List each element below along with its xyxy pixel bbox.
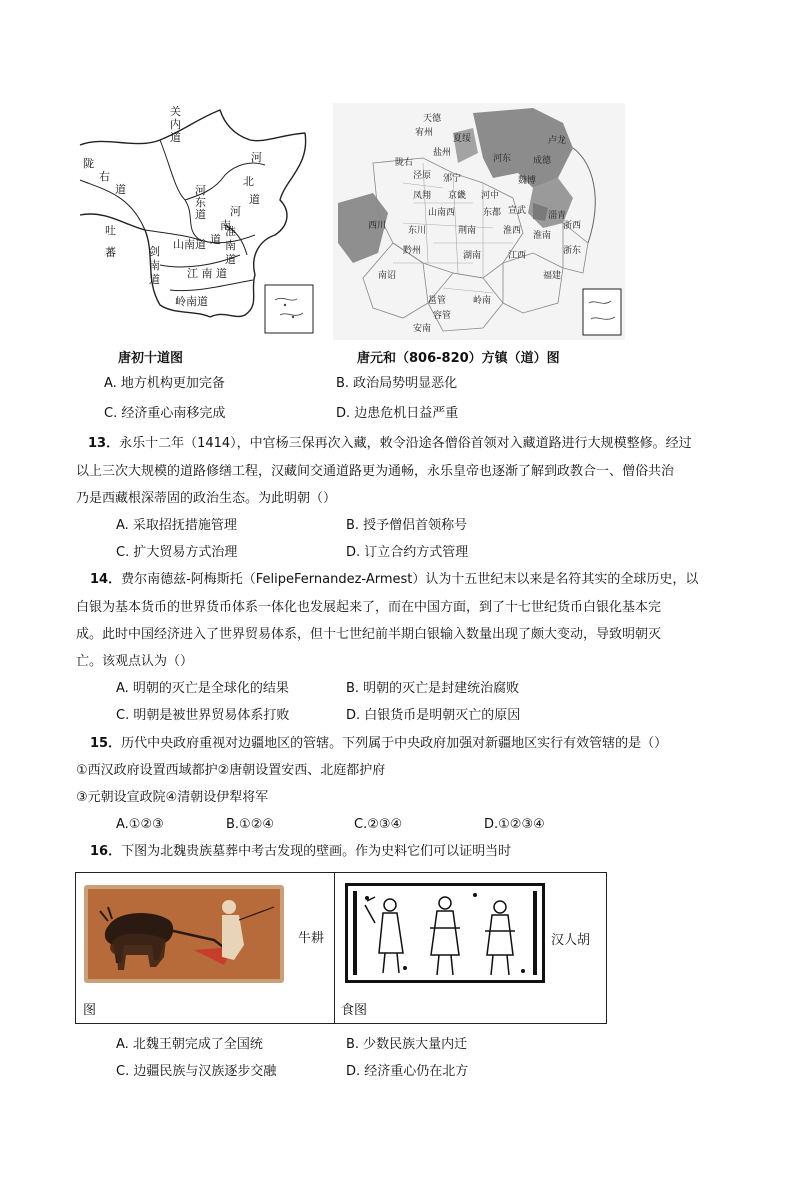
q14-option-c[interactable]: C. 明朝是被世界贸易体系打败 — [116, 708, 290, 723]
mural-plowing-tag: 牛耕 — [298, 931, 325, 946]
q15-option-a[interactable]: A.①②③ — [116, 817, 164, 832]
map-tang-ten-circuits — [75, 105, 320, 340]
svg-text:西川: 西川 — [368, 221, 387, 231]
label-shannan: 山南道 — [173, 238, 206, 251]
svg-text:卢龙: 卢龙 — [548, 136, 567, 146]
svg-text:浙西: 浙西 — [563, 221, 582, 231]
label-jiangnan: 江 南 道 — [187, 267, 227, 280]
q15-option-b[interactable]: B.①②④ — [226, 817, 275, 832]
label-tubo: 吐 蕃 — [105, 224, 116, 259]
q12-option-d[interactable]: D. 边患危机日益严重 — [336, 406, 459, 421]
svg-text:福建: 福建 — [543, 271, 562, 281]
svg-text:邕管: 邕管 — [428, 296, 447, 306]
q16-number: 16． — [90, 844, 122, 859]
q14-line-1-text: 费尔南德兹-阿梅斯托（FelipeFernandez-Armest）认为十五世纪末以来是名符其实的全球历史，以 — [121, 572, 699, 587]
q16-option-a[interactable]: A. 北魏王朝完成了全国统 — [116, 1037, 263, 1052]
label-hedong: 河 东 道 — [195, 184, 206, 221]
svg-text:魏博: 魏博 — [518, 176, 537, 186]
label-hebei: 河 北 道 — [243, 151, 262, 206]
svg-text:宣武: 宣武 — [508, 206, 527, 216]
map-tang-yuanhe-fanzhen-svg — [333, 103, 625, 340]
svg-text:浙东: 浙东 — [563, 246, 582, 256]
q12-option-a[interactable]: A. 地方机构更加完备 — [104, 376, 225, 391]
label-jiannan: 剑 南 道 — [149, 245, 160, 286]
svg-text:南诏: 南诏 — [378, 271, 397, 281]
svg-text:山南西: 山南西 — [428, 208, 456, 218]
q14-number: 14． — [90, 572, 122, 587]
q16-option-b[interactable]: B. 少数民族大量内迁 — [346, 1037, 468, 1052]
q13-option-d[interactable]: D. 订立合约方式管理 — [346, 545, 469, 560]
q13-stem-line-1 — [88, 435, 692, 453]
label-guannei: 关 内 道 — [170, 105, 181, 144]
svg-text:盐州: 盐州 — [433, 148, 452, 158]
q14-option-a[interactable]: A. 明朝的灭亡是全球化的结果 — [116, 681, 289, 696]
q13-option-b[interactable]: B. 授予僧侣首领称号 — [346, 518, 468, 533]
q13-number: 13． — [88, 436, 120, 451]
svg-text:陇右: 陇右 — [395, 158, 414, 168]
q15-option-c[interactable]: C.②③④ — [354, 817, 403, 832]
q15-stem-text: 历代中央政府重视对边疆地区的管辖。下列属于中央政府加强对新疆地区实行有效管辖的是（） — [121, 736, 668, 751]
label-huainan: 淮 南 道 — [225, 225, 236, 266]
svg-text:成德: 成德 — [533, 156, 552, 166]
svg-text:安南: 安南 — [413, 324, 432, 334]
map-tang-yuanhe-fanzhen — [333, 103, 625, 340]
q15-items-line-1: ①西汉政府设置西域都护②唐朝设置安西、北庭都护府 — [76, 763, 386, 778]
label-longyou: 陇 右 道 — [83, 157, 126, 196]
q15-stem — [90, 735, 667, 753]
q15-number: 15． — [90, 736, 122, 751]
mural-plowing-caption: 图 — [83, 1003, 97, 1018]
svg-text:河中: 河中 — [481, 191, 500, 201]
svg-text:东都: 东都 — [483, 208, 502, 218]
mural-cell-banquet — [335, 873, 606, 1023]
left-map-caption: 唐初十道图 — [118, 351, 184, 366]
svg-text:泾原: 泾原 — [413, 171, 432, 181]
label-henan: 河 南 道 — [210, 205, 241, 246]
mural-banquet-caption: 食图 — [341, 1003, 368, 1018]
q13-option-a[interactable]: A. 采取招抚措施管理 — [116, 518, 237, 533]
mural-banquet-image — [345, 883, 545, 983]
svg-text:荆南: 荆南 — [458, 226, 477, 236]
q16-option-d[interactable]: D. 经济重心仍在北方 — [346, 1064, 469, 1079]
svg-text:容管: 容管 — [433, 311, 452, 321]
mural-plowing-image — [84, 885, 284, 983]
mural-banquet-tag: 汉人胡 — [551, 933, 591, 948]
mural-plowing-svg — [84, 885, 284, 983]
mural-table — [75, 872, 607, 1024]
q14-stem-line-1 — [90, 571, 698, 589]
q15-option-d[interactable]: D.①②③④ — [484, 817, 545, 832]
q13-line-1-text: 永乐十二年（1414），中官杨三保再次入藏，敕令沿途各僧俗首领对入藏道路进行大规模整修。经过 — [119, 436, 692, 451]
svg-text:天德: 天德 — [423, 114, 442, 124]
svg-text:黔州: 黔州 — [403, 246, 422, 256]
svg-text:淄青: 淄青 — [548, 211, 567, 221]
q14-stem-line-4: 亡。该观点认为（） — [76, 654, 194, 669]
q13-stem-line-2: 以上三次大规模的道路修缮工程，汉藏间交通道路更为通畅，永乐皇帝也逐渐了解到政教合一、僧俗共治 — [76, 464, 675, 479]
svg-text:京畿: 京畿 — [448, 191, 467, 201]
mural-cell-plowing — [76, 873, 335, 1023]
svg-text:湖南: 湖南 — [463, 251, 482, 261]
q16-option-c[interactable]: C. 边疆民族与汉族逐步交融 — [116, 1064, 277, 1079]
q13-option-c[interactable]: C. 扩大贸易方式治理 — [116, 545, 238, 560]
q14-option-b[interactable]: B. 明朝的灭亡是封建统治腐败 — [346, 681, 520, 696]
q12-option-b[interactable]: B. 政治局势明显恶化 — [336, 376, 458, 391]
svg-text:凤翔: 凤翔 — [413, 191, 432, 201]
svg-text:江西: 江西 — [508, 251, 527, 261]
q14-stem-line-3: 成。此时中国经济进入了世界贸易体系，但十七世纪前半期白银输入数量出现了颇大变动，导致明朝灭 — [76, 627, 662, 642]
svg-text:淮西: 淮西 — [503, 226, 522, 236]
svg-text:邠宁: 邠宁 — [443, 174, 462, 184]
q14-stem-line-2: 白银为基本货币的世界货币体系一体化也发展起来了，而在中国方面，到了十七世纪货币白银化基本完 — [76, 600, 662, 615]
label-lingnan: 岭南道 — [175, 295, 208, 308]
q12-option-c[interactable]: C. 经济重心南移完成 — [104, 406, 226, 421]
svg-text:岭南: 岭南 — [473, 296, 492, 306]
svg-text:淮南: 淮南 — [533, 231, 552, 241]
svg-text:东川: 东川 — [408, 226, 427, 236]
svg-text:夏绥: 夏绥 — [453, 134, 472, 144]
q15-items-line-2: ③元朝设宣政院④清朝设伊犁将军 — [76, 790, 269, 805]
q16-stem-text: 下图为北魏贵族墓葬中考古发现的壁画。作为史料它们可以证明当时 — [121, 844, 512, 859]
right-map-caption: 唐元和（806-820）方镇（道）图 — [357, 351, 560, 366]
q16-stem — [90, 843, 511, 861]
q14-option-d[interactable]: D. 白银货币是明朝灭亡的原因 — [346, 708, 521, 723]
mural-banquet-svg — [345, 883, 545, 983]
q13-stem-line-3: 乃是西藏根深蒂固的政治生态。为此明朝（） — [76, 491, 337, 506]
svg-text:宥州: 宥州 — [415, 128, 434, 138]
svg-text:河东: 河东 — [493, 154, 512, 164]
